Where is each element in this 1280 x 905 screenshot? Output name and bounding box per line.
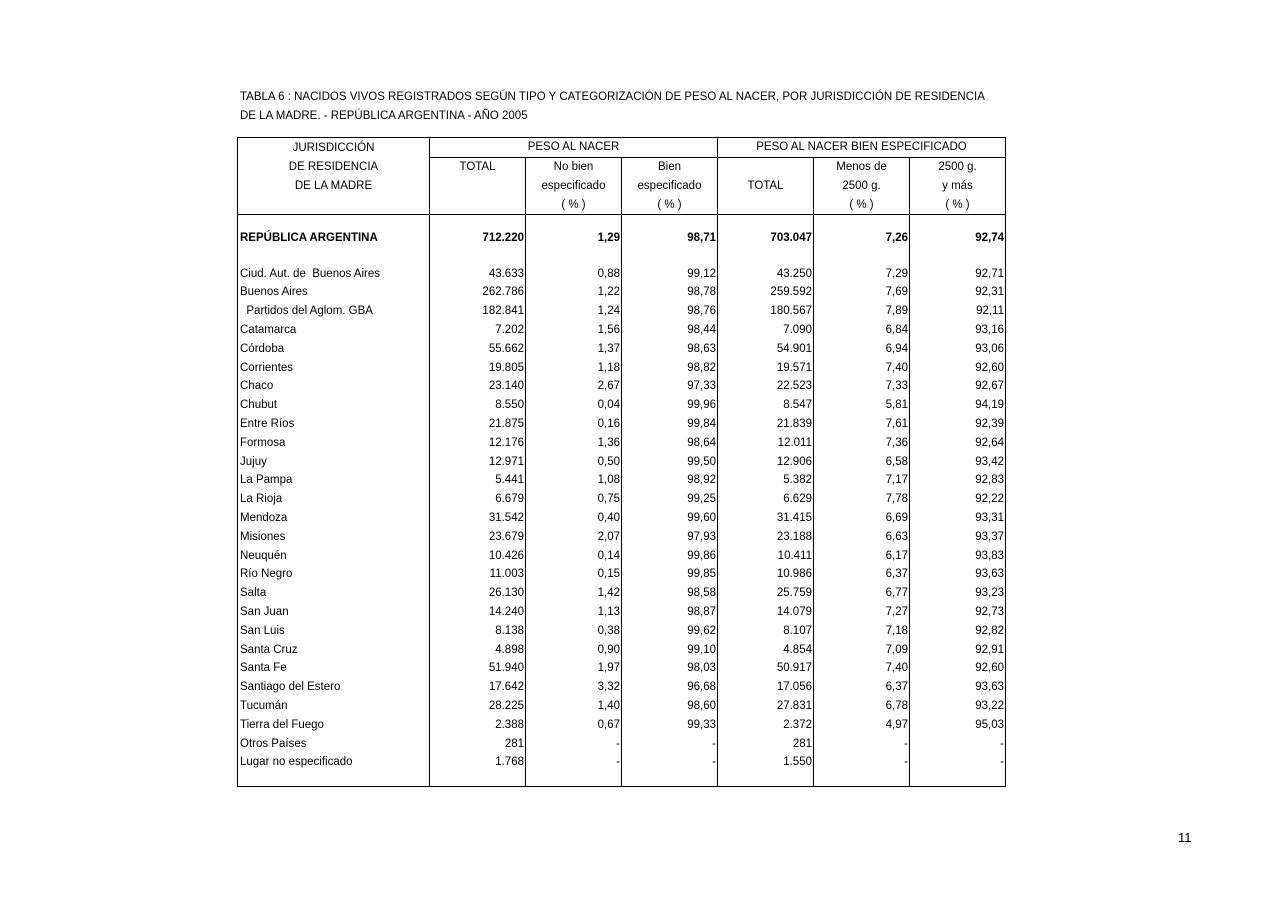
cell-menos: 7,09 [814,640,910,659]
header-menos-3: ( % ) [814,195,910,214]
cell-menos: - [814,753,910,772]
cell-bien: 99,84 [622,415,718,434]
cell-mas: 93,63 [910,565,1006,584]
cell-mas: 92,73 [910,603,1006,622]
cell-mas: 92,82 [910,621,1006,640]
cell-mas: 93,16 [910,321,1006,340]
birth-weight-table [237,137,1006,787]
table-row [238,264,1006,283]
table-row [238,377,1006,396]
cell-total-bien: 54.901 [718,339,814,358]
cell-jurisdiccion: Córdoba [238,339,430,358]
cell-total-bien: 4.854 [718,640,814,659]
header-no-bien-3: ( % ) [526,195,622,214]
cell-total: 8.138 [430,621,526,640]
table-row [238,621,1006,640]
table-row [238,527,1006,546]
cell-no-bien: 1,42 [526,584,622,603]
header-jurisdiccion-1: JURISDICCIÓN [238,138,430,158]
table-row [238,396,1006,415]
cell-jurisdiccion: Chubut [238,396,430,415]
cell-total-bien: 2.372 [718,715,814,734]
cell-menos: 5,81 [814,396,910,415]
cell-total: 6.679 [430,490,526,509]
cell-no-bien: 0,88 [526,264,622,283]
cell-bien: - [622,734,718,753]
cell-no-bien: 1,37 [526,339,622,358]
cell-jurisdiccion: Tierra del Fuego [238,715,430,734]
cell-bien: 97,93 [622,527,718,546]
cell-jurisdiccion: Lugar no especificado [238,753,430,772]
cell-total-bien: 6.629 [718,490,814,509]
cell-menos: 6,63 [814,527,910,546]
cell-menos: 7,18 [814,621,910,640]
header-total-2: TOTAL [718,177,814,196]
cell-total: 31.542 [430,509,526,528]
cell-total: 21.875 [430,415,526,434]
cell-mas: 93,06 [910,339,1006,358]
cell-no-bien: 1,08 [526,471,622,490]
cell-bien: 99,86 [622,546,718,565]
cell-jurisdiccion: Chaco [238,377,430,396]
cell-jurisdiccion: Otros Países [238,734,430,753]
table-row [238,603,1006,622]
cell-mas: - [910,734,1006,753]
header-mas-1: 2500 g. [910,157,1006,176]
table-row [238,546,1006,565]
cell-menos: 6,78 [814,697,910,716]
total-mas: 92,74 [910,224,1006,252]
header-peso-al-nacer: PESO AL NACER [430,138,718,158]
cell-bien: 98,92 [622,471,718,490]
header-no-bien-1: No bien [526,157,622,176]
cell-mas: 92,71 [910,264,1006,283]
cell-mas: 92,91 [910,640,1006,659]
cell-mas: 95,03 [910,715,1006,734]
cell-total-bien: 21.839 [718,415,814,434]
cell-bien: 99,10 [622,640,718,659]
cell-jurisdiccion: Mendoza [238,509,430,528]
cell-menos: 7,33 [814,377,910,396]
table-row [238,565,1006,584]
cell-mas: 92,83 [910,471,1006,490]
table-row [238,321,1006,340]
cell-total-bien: 180.567 [718,302,814,321]
header-bien-1: Bien [622,157,718,176]
cell-no-bien: 0,15 [526,565,622,584]
cell-jurisdiccion: Santiago del Estero [238,678,430,697]
cell-jurisdiccion: Tucumán [238,697,430,716]
total-total-bien: 703.047 [718,224,814,252]
cell-bien: 98,60 [622,697,718,716]
table-title-line-1: TABLA 6 : NACIDOS VIVOS REGISTRADOS SEGÚN TIPO Y CATEGORIZACIÓN DE PESO AL NACER, POR JURISDICCIÓN DE RESIDENCIA [240,91,985,103]
header-total-1: TOTAL [430,157,526,176]
cell-total: 12.176 [430,433,526,452]
cell-menos: 6,37 [814,565,910,584]
table-row [238,678,1006,697]
cell-menos: 7,40 [814,358,910,377]
cell-total-bien: 22.523 [718,377,814,396]
table-row [238,452,1006,471]
cell-bien: 99,85 [622,565,718,584]
cell-no-bien: 1,56 [526,321,622,340]
cell-mas: 93,63 [910,678,1006,697]
cell-mas: 93,42 [910,452,1006,471]
cell-total: 2.388 [430,715,526,734]
table-row [238,302,1006,321]
cell-total-bien: 10.411 [718,546,814,565]
cell-total: 28.225 [430,697,526,716]
table-row-total [238,224,1006,252]
cell-mas: 92,31 [910,283,1006,302]
table-body [238,264,1006,772]
table-row [238,697,1006,716]
cell-no-bien: 1,22 [526,283,622,302]
cell-jurisdiccion: Santa Cruz [238,640,430,659]
table-row [238,471,1006,490]
cell-no-bien: 3,32 [526,678,622,697]
cell-total: 23.140 [430,377,526,396]
cell-mas: 92,60 [910,358,1006,377]
table-row [238,283,1006,302]
cell-no-bien: 0,14 [526,546,622,565]
cell-total-bien: 17.056 [718,678,814,697]
cell-jurisdiccion: Partidos del Aglom. GBA [238,302,430,321]
cell-jurisdiccion: Ciud. Aut. de Buenos Aires [238,264,430,283]
cell-bien: 96,68 [622,678,718,697]
cell-total-bien: 10.986 [718,565,814,584]
cell-no-bien: 1,13 [526,603,622,622]
cell-mas: 92,60 [910,659,1006,678]
cell-total: 19.805 [430,358,526,377]
cell-total-bien: 8.547 [718,396,814,415]
table-row [238,734,1006,753]
table-row [238,433,1006,452]
table-title [240,88,1060,126]
cell-menos: 7,89 [814,302,910,321]
cell-bien: 98,03 [622,659,718,678]
cell-total-bien: 43.250 [718,264,814,283]
table-row [238,715,1006,734]
cell-total-bien: 14.079 [718,603,814,622]
cell-mas: 92,67 [910,377,1006,396]
cell-jurisdiccion: San Juan [238,603,430,622]
cell-total-bien: 12.011 [718,433,814,452]
cell-total: 12.971 [430,452,526,471]
cell-mas: 93,37 [910,527,1006,546]
cell-no-bien: - [526,753,622,772]
cell-menos: 6,77 [814,584,910,603]
cell-mas: - [910,753,1006,772]
cell-bien: 99,12 [622,264,718,283]
cell-no-bien: 1,36 [526,433,622,452]
cell-no-bien: 0,04 [526,396,622,415]
page-number: 11 [1178,830,1192,845]
cell-total: 17.642 [430,678,526,697]
cell-total: 26.130 [430,584,526,603]
cell-bien: 99,33 [622,715,718,734]
table-row [238,640,1006,659]
cell-menos: 6,84 [814,321,910,340]
cell-bien: 99,60 [622,509,718,528]
cell-total: 7.202 [430,321,526,340]
cell-mas: 92,64 [910,433,1006,452]
cell-total: 55.662 [430,339,526,358]
cell-total: 281 [430,734,526,753]
cell-total: 23.679 [430,527,526,546]
cell-mas: 93,22 [910,697,1006,716]
cell-total-bien: 7.090 [718,321,814,340]
cell-jurisdiccion: Formosa [238,433,430,452]
cell-menos: 7,40 [814,659,910,678]
cell-no-bien: 0,38 [526,621,622,640]
cell-menos: 6,69 [814,509,910,528]
table-row [238,753,1006,772]
cell-total-bien: 259.592 [718,283,814,302]
cell-bien: - [622,753,718,772]
cell-mas: 92,39 [910,415,1006,434]
cell-bien: 98,44 [622,321,718,340]
cell-total: 14.240 [430,603,526,622]
cell-bien: 98,64 [622,433,718,452]
cell-jurisdiccion: Jujuy [238,452,430,471]
cell-total: 11.003 [430,565,526,584]
cell-no-bien: - [526,734,622,753]
cell-total: 5.441 [430,471,526,490]
table-title-line-2: DE LA MADRE. - REPÚBLICA ARGENTINA - AÑO 2005 [240,110,528,122]
cell-jurisdiccion: Río Negro [238,565,430,584]
header-mas-2: y más [910,177,1006,196]
header-peso-bien-especificado: PESO AL NACER BIEN ESPECIFICADO [718,138,1006,158]
cell-jurisdiccion: Neuquén [238,546,430,565]
cell-bien: 98,87 [622,603,718,622]
cell-total: 1.768 [430,753,526,772]
cell-menos: 7,69 [814,283,910,302]
cell-total: 4.898 [430,640,526,659]
header-menos-1: Menos de [814,157,910,176]
cell-bien: 97,33 [622,377,718,396]
cell-bien: 99,62 [622,621,718,640]
header-bien-2: especificado [622,177,718,196]
cell-no-bien: 2,07 [526,527,622,546]
table-header [238,138,1006,265]
table-row [238,584,1006,603]
table-row [238,415,1006,434]
cell-mas: 92,11 [910,302,1006,321]
header-jurisdiccion-3: DE LA MADRE [238,177,430,196]
cell-no-bien: 1,97 [526,659,622,678]
cell-jurisdiccion: Buenos Aires [238,283,430,302]
cell-no-bien: 1,18 [526,358,622,377]
cell-total-bien: 19.571 [718,358,814,377]
cell-total-bien: 281 [718,734,814,753]
cell-no-bien: 0,90 [526,640,622,659]
cell-jurisdiccion: Misiones [238,527,430,546]
table-row [238,490,1006,509]
total-bien: 98,71 [622,224,718,252]
cell-mas: 93,83 [910,546,1006,565]
cell-menos: 6,94 [814,339,910,358]
cell-menos: 7,61 [814,415,910,434]
cell-total-bien: 8.107 [718,621,814,640]
cell-bien: 98,82 [622,358,718,377]
total-no-bien: 1,29 [526,224,622,252]
header-no-bien-2: especificado [526,177,622,196]
cell-bien: 99,96 [622,396,718,415]
cell-bien: 99,50 [622,452,718,471]
cell-total-bien: 5.382 [718,471,814,490]
cell-mas: 93,31 [910,509,1006,528]
cell-bien: 98,63 [622,339,718,358]
cell-no-bien: 0,67 [526,715,622,734]
header-bien-3: ( % ) [622,195,718,214]
cell-mas: 92,22 [910,490,1006,509]
cell-mas: 93,23 [910,584,1006,603]
cell-no-bien: 0,16 [526,415,622,434]
cell-jurisdiccion: Corrientes [238,358,430,377]
cell-bien: 99,25 [622,490,718,509]
cell-total-bien: 25.759 [718,584,814,603]
cell-total-bien: 12.906 [718,452,814,471]
cell-menos: 6,17 [814,546,910,565]
cell-bien: 98,76 [622,302,718,321]
cell-jurisdiccion: San Luis [238,621,430,640]
cell-jurisdiccion: Santa Fe [238,659,430,678]
cell-total: 43.633 [430,264,526,283]
cell-jurisdiccion: Entre Ríos [238,415,430,434]
cell-no-bien: 0,75 [526,490,622,509]
cell-mas: 94,19 [910,396,1006,415]
header-menos-2: 2500 g. [814,177,910,196]
cell-menos: 7,36 [814,433,910,452]
cell-bien: 98,58 [622,584,718,603]
total-jurisdiccion: REPÚBLICA ARGENTINA [238,224,430,252]
cell-total-bien: 31.415 [718,509,814,528]
cell-bien: 98,78 [622,283,718,302]
table-row [238,339,1006,358]
cell-no-bien: 1,24 [526,302,622,321]
cell-total: 10.426 [430,546,526,565]
cell-total: 262.786 [430,283,526,302]
cell-menos: 6,58 [814,452,910,471]
cell-no-bien: 0,50 [526,452,622,471]
table-row [238,659,1006,678]
cell-menos: 7,17 [814,471,910,490]
cell-total-bien: 50.917 [718,659,814,678]
cell-menos: 7,29 [814,264,910,283]
total-total: 712.220 [430,224,526,252]
cell-no-bien: 2,67 [526,377,622,396]
cell-total: 182.841 [430,302,526,321]
cell-jurisdiccion: Salta [238,584,430,603]
table-row [238,358,1006,377]
cell-no-bien: 1,40 [526,697,622,716]
cell-menos: 7,27 [814,603,910,622]
cell-total-bien: 1.550 [718,753,814,772]
cell-jurisdiccion: Catamarca [238,321,430,340]
cell-menos: 4,97 [814,715,910,734]
header-mas-3: ( % ) [910,195,1006,214]
cell-menos: - [814,734,910,753]
cell-jurisdiccion: La Pampa [238,471,430,490]
table-row [238,509,1006,528]
total-menos: 7,26 [814,224,910,252]
cell-total: 51.940 [430,659,526,678]
cell-menos: 6,37 [814,678,910,697]
cell-menos: 7,78 [814,490,910,509]
header-jurisdiccion-2: DE RESIDENCIA [238,157,430,176]
cell-total-bien: 23.188 [718,527,814,546]
cell-total-bien: 27.831 [718,697,814,716]
cell-total: 8.550 [430,396,526,415]
cell-no-bien: 0,40 [526,509,622,528]
cell-jurisdiccion: La Rioja [238,490,430,509]
